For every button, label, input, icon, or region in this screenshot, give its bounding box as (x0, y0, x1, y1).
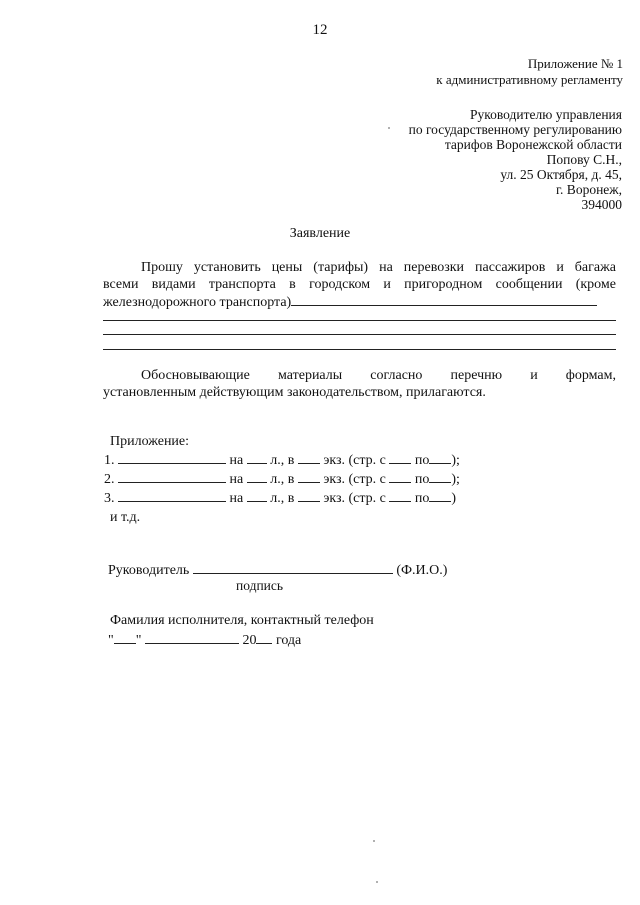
attachment-number: 3. (104, 491, 115, 506)
attachment-text: экз. (стр. с (323, 472, 386, 487)
request-line (103, 293, 616, 311)
sheets-blank[interactable] (247, 489, 267, 502)
addressee-block (409, 107, 622, 212)
attachment-text: л., в (270, 491, 295, 506)
addressee-line: Руководителю управления (469, 107, 622, 122)
attachment-text: на (229, 491, 244, 506)
blank-line[interactable] (103, 320, 616, 321)
copies-blank[interactable] (298, 470, 320, 483)
page-to-blank[interactable] (429, 489, 451, 502)
scan-speck (373, 840, 375, 842)
request-line: всеми видами транспорта в городском и пригородном сообщении (кроме (103, 277, 616, 292)
attachment-name-blank[interactable] (118, 489, 226, 502)
signature-blank[interactable] (193, 561, 393, 574)
signature-caption: подпись (236, 578, 284, 593)
signature-label: Руководитель (108, 563, 190, 578)
page-from-blank[interactable] (389, 489, 411, 502)
addressee-line: по государственному регулированию (408, 122, 622, 137)
scan-speck (376, 881, 378, 883)
sheets-blank[interactable] (247, 451, 267, 464)
attachments-list (104, 432, 460, 527)
request-paragraph (103, 259, 616, 311)
sheets-blank[interactable] (247, 470, 267, 483)
attachment-number: 2. (104, 472, 115, 487)
request-line-text: железнодорожного транспорта) (103, 295, 292, 310)
addressee-line: Попову С.Н., (546, 152, 622, 167)
attachment-text: ) (451, 491, 457, 506)
copies-blank[interactable] (298, 489, 320, 502)
request-fill-blank[interactable] (291, 293, 597, 306)
quote-open: " (108, 633, 114, 648)
addressee-line: тарифов Воронежской области (444, 137, 622, 152)
attachment-text: экз. (стр. с (323, 453, 386, 468)
quote-close: " (135, 633, 142, 648)
attachment-text: по (414, 491, 430, 506)
attachment-text: л., в (270, 453, 295, 468)
scan-speck (388, 127, 390, 129)
attachment-text: ); (451, 472, 460, 487)
addressee-line: 394000 (581, 197, 622, 212)
addressee-line: г. Воронеж, (556, 182, 622, 197)
attachment-row (104, 470, 460, 489)
document-title: Заявление (289, 226, 351, 241)
year-blank[interactable] (256, 631, 272, 644)
attachment-text: на (229, 472, 244, 487)
blank-line[interactable] (103, 334, 616, 335)
page-number: 12 (312, 22, 328, 38)
attachment-row (104, 489, 460, 508)
attachments-heading: Приложение: (110, 434, 190, 449)
date-row (108, 631, 301, 649)
appendix-reference (436, 56, 623, 88)
attachment-name-blank[interactable] (118, 470, 226, 483)
attachment-text: по (414, 472, 430, 487)
attachment-name-blank[interactable] (118, 451, 226, 464)
materials-line: установленным действующим законодательством, прилагаются. (103, 385, 486, 400)
signature-row (108, 561, 447, 579)
year-suffix: года (275, 633, 302, 648)
request-line: Прошу установить цены (тарифы) на перевозки пассажиров и багажа (141, 260, 616, 275)
year-prefix: 20 (242, 633, 257, 648)
page-from-blank[interactable] (389, 470, 411, 483)
page-to-blank[interactable] (429, 451, 451, 464)
materials-paragraph (103, 367, 616, 401)
attachment-text: л., в (270, 472, 295, 487)
signature-fio: (Ф.И.О.) (396, 563, 448, 578)
copies-blank[interactable] (298, 451, 320, 464)
attachment-text: по (414, 453, 430, 468)
attachment-text: экз. (стр. с (323, 491, 386, 506)
addressee-line: ул. 25 Октября, д. 45, (500, 167, 622, 182)
attachment-row (104, 451, 460, 470)
attachments-etc: и т.д. (110, 510, 141, 525)
page-from-blank[interactable] (389, 451, 411, 464)
page-to-blank[interactable] (429, 470, 451, 483)
attachment-text: на (229, 453, 244, 468)
attachment-text: ); (451, 453, 460, 468)
attachment-number: 1. (104, 453, 115, 468)
blank-line[interactable] (103, 349, 616, 350)
appendix-line: Приложение № 1 (527, 56, 623, 71)
month-blank[interactable] (145, 631, 239, 644)
materials-line: Обосновывающие материалы согласно перечню и формам, (141, 368, 616, 383)
appendix-line: к административному регламенту (436, 72, 623, 87)
executor-label: Фамилия исполнителя, контактный телефон (110, 613, 374, 628)
day-blank[interactable] (114, 631, 136, 644)
